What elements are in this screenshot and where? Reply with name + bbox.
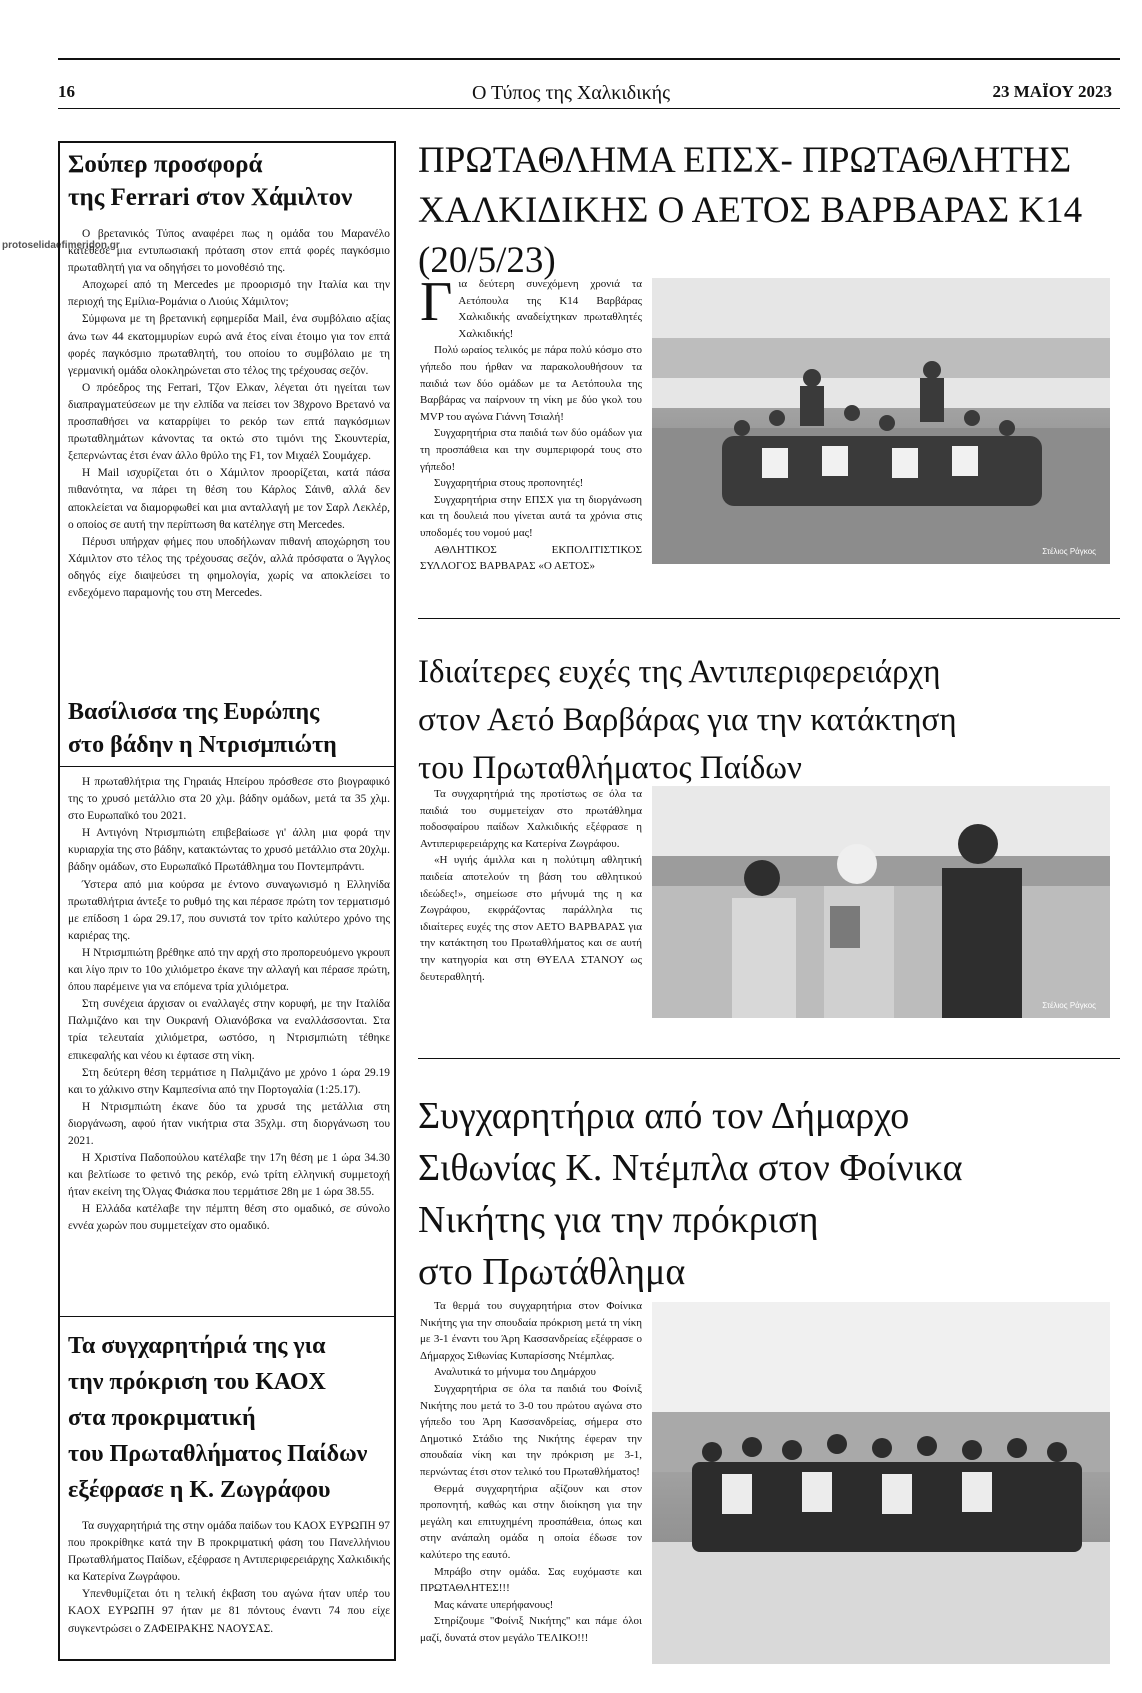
top-rule bbox=[58, 58, 1120, 60]
paragraph: Η Αντιγόνη Ντρισμπιώτη επιβεβαίωσε γι' άλλη μια φορά την κυριαρχία της στο βάδην, κατακτώντας το χρυσό μετάλλιο στα 20χλμ. βάδην ομάδων, στο Ευρωπαϊκό Πρωτάθλημα του Ποντεμπράντι. bbox=[68, 827, 390, 874]
section-rule bbox=[418, 618, 1120, 619]
paragraph: Ο βρετανικός Τύπος αναφέρει πως η ομάδα του Μαρανέλο κατέθεσε μια εντυπωσιακή πρόταση στον επτά φορές παγκόσμιο πρωταθλητή για να οδηγήσει το μονοθέσιό της. bbox=[68, 228, 390, 275]
headline-line: Βασίλισσα της Ευρώπης bbox=[68, 699, 320, 725]
headline-line: (20/5/23) bbox=[418, 240, 556, 281]
headline-line: Ιδιαίτερες ευχές της Αντιπεριφερειάρχη bbox=[418, 654, 941, 690]
issue-date: 23 ΜΑΪΟΥ 2023 bbox=[992, 82, 1112, 101]
article-body-drismpioti bbox=[68, 774, 390, 1236]
article-headline-antiperifereiarxis bbox=[418, 648, 1128, 792]
first-paragraph bbox=[420, 271, 642, 342]
team-celebration-photo bbox=[652, 278, 1110, 564]
headline-line: Τα συγχαρητήριά της για bbox=[68, 1333, 326, 1359]
headline-line: Σιθωνίας Κ. Ντέμπλα στον Φοίνικα bbox=[418, 1147, 963, 1189]
header-rule bbox=[58, 108, 1120, 109]
paragraph: Θερμά συγχαρητήρια αξίζουν και στον προπονητή, καθώς και στην διοίκηση για την μεγάλη και επιτυχημένη προσπάθεια, όπως και στην ανάπαλη ομάδα η οποία έδωσε τον καλύτερο της εαυτό. bbox=[420, 1482, 642, 1561]
paragraph: Σύμφωνα με τη βρετανική εφημερίδα Mail, ένα συμβόλαιο αξίας άνω των 44 εκατομμυρίων ευρώ ανά έτος είναι έτοιμο για τον επτά φορές παγκόσμιο πρωταθλητή, του οποίου το συμβόλαιο με τη γερμανική ομάδα ολοκληρώνεται στο τέλος της τρέχουσας σεζόν. bbox=[68, 313, 390, 377]
paragraph: Ύστερα από μια κούρσα με έντονο συναγωνισμό η Ελληνίδα πρωταθλήτρια άντεξε το ρυθμό της και πέρασε πρώτη τον τερματισμό με επίδοση 1 ώρα 29.17, που συνιστά τον τρίτο καλύτερο χρόνο της καριέρας της. bbox=[68, 878, 390, 942]
first-paragraph-text: ια δεύτερη συνεχόμενη χρονιά τα Αετόπουλα της Κ14 Βαρβάρας Χαλκιδικής αναδείχτηκαν πρωταθλητές Χαλκιδικής! bbox=[458, 278, 642, 340]
paragraph: Μπράβο στην ομάδα. Σας ευχόμαστε και ΠΡΩΤΑΘΛΗΤΕΣ!!! bbox=[420, 1565, 642, 1595]
headline-line: την πρόκριση του ΚΑΟΧ bbox=[68, 1369, 326, 1395]
headline-line: στον Αετό Βαρβάρας για την κατάκτηση bbox=[418, 702, 957, 738]
paragraph: Αποχωρεί από τη Mercedes με προορισμό την Ιταλία και την περιοχή της Εμίλια-Ρομάνια ο Λιούις Χάμιλτον; bbox=[68, 279, 390, 309]
paragraph: Στη συνέχεια άρχισαν οι εναλλαγές στην κορυφή, με την Ιταλίδα Παλμιζάνο και την Ουκρανή Ολιανόβσκα να εναλλάσσονται. Στα τρία τελευταία χιλιόμετρα, ωστόσο, η Ντρισμπιώτη τέθηκε επικεφαλής και νέου κι έφτασε στη νίκη. bbox=[68, 998, 390, 1062]
article-headline-dimarxos bbox=[418, 1090, 1128, 1298]
paragraph: Στη δεύτερη θέση τερμάτισε η Παλμιζάνο με χρόνο 1 ώρα 29.19 και το χάλκινο στην Καμπεσίνια από την Πορτογαλία (1:25.17). bbox=[68, 1066, 390, 1096]
headline-line: του Πρωταθλήματος Παίδων bbox=[418, 750, 802, 786]
paragraph: Η πρωταθλήτρια της Γηραιάς Ηπείρου πρόσθεσε στο βιογραφικό της το χρυσό μετάλλιο στα 20 χλμ. βάδην ομάδων, μετά τα 35 χλμ. στο Ευρωπαϊκό του 2021. bbox=[68, 776, 390, 823]
photo-credit: Στέλιος Ράγκος bbox=[1042, 1001, 1096, 1010]
photo-illustration bbox=[652, 278, 1110, 564]
paragraph: Στηρίζουμε "Φοίνιξ Νικήτης" και πάμε όλοι μαζί, δυνατά στον μεγάλο ΤΕΛΙΚΟ!!! bbox=[420, 1615, 642, 1644]
paragraph: Η Χριστίνα Παδοπούλου κατέλαβε την 17η θέση με 1 ώρα 34.30 και βελτίωσε το φετινό της ρεκόρ, ενώ τρίτη ελληνική συμμετοχή ήταν εκείνη της Όλγας Φιάσκα που τερμάτισε 28η με 1 ώρα 38.55. bbox=[68, 1152, 390, 1199]
headline-line: Συγχαρητήρια από τον Δήμαρχο bbox=[418, 1095, 910, 1137]
article-body-aetos bbox=[420, 271, 642, 575]
headline-line: του Πρωταθλήματος Παίδων bbox=[68, 1441, 368, 1467]
paragraph: Η Ελλάδα κατέλαβε την πέμπτη θέση στο ομαδικό, σε σύνολο εννέα χωρών που συμμετείχαν στο ομαδικό. bbox=[68, 1203, 390, 1233]
headline-line: ΠΡΩΤΑΘΛΗΜΑ ΕΠΣΧ- ΠΡΩΤΑΘΛΗΤΗΣ bbox=[418, 140, 1072, 181]
article-body-dimarxos bbox=[420, 1298, 642, 1646]
paragraph: ΑΘΛΗΤΙΚΟΣ ΕΚΠΟΛΙΤΙΣΤΙΚΟΣ ΣΥΛΛΟΓΟΣ ΒΑΡΒΑΡΑΣ «Ο ΑΕΤΟΣ» bbox=[420, 543, 642, 573]
team-photo-foinikas bbox=[652, 1302, 1110, 1664]
paragraph: Τα θερμά του συγχαρητήρια στον Φοίνικα Νικήτης για την σπουδαία πρόκριση μετά τη νίκη με 3-1 έναντι του Άρη Κασσανδρείας εξέφρασε ο Δήμαρχος Σιθωνίας Κυπαρίσσης Ντέμπλας. bbox=[420, 1300, 642, 1362]
drop-cap: Γ bbox=[420, 271, 453, 333]
article-body-kaox bbox=[68, 1518, 390, 1638]
trophy-presentation-photo bbox=[652, 786, 1110, 1018]
paragraph: Μας κάνατε υπερήφανους! bbox=[434, 1598, 554, 1611]
headline-line: στα προκριματική bbox=[68, 1405, 256, 1431]
paragraph: Η Ντρισμπιώτη βρέθηκε από την αρχή στο προπορευόμενο γκρουπ και λίγο πριν το 10ο χιλιόμετρο έκανε την αλλαγή και πέρασε πρώτη, όπου παρέμεινε για να επόμενα τρία χιλιόμετρα. bbox=[68, 946, 390, 994]
article-headline-drismpioti bbox=[68, 696, 388, 762]
paragraph: Συγχαρητήρια στα παιδιά των δύο ομάδων για τη προσπάθεια και την συμπεριφορά τους στο γήπεδο! bbox=[420, 427, 642, 473]
headline-line: εξέφρασε η Κ. Ζωγράφου bbox=[68, 1477, 331, 1503]
paragraph: Συγχαρητήρια σε όλα τα παιδιά του Φοίνιξ Νικήτης που μετά το 3-0 του πρώτου αγώνα στο γήπεδο του Άρη Κασσανδρείας, σήμερα στο Δημοτικό Στάδιο της Νικήτης έφεραν την σπουδαία νίκη και την πρόκριση με 3-1, περνώντας έτσι στον τελικό του Πρωταθλήματος! bbox=[420, 1382, 642, 1478]
watermark: protoselidaefimeridon.gr bbox=[2, 240, 120, 251]
headline-line: στο βάδην η Ντρισμπιώτη bbox=[68, 732, 337, 758]
paragraph: Η Mail ισχυρίζεται ότι ο Χάμιλτον προορίζεται, κατά πάσα πιθανότητα, να πάρει τη θέση του Κάρλος Σάινθ, αλλά δεν αποκλείεται να διαμορφωθεί και μια ανταλλαγή με τον Σαρλ Λεκλέρ, ο οποίος σε αυτή την περίπτωση θα κατέληγε στη Mercedes. bbox=[68, 467, 390, 531]
paragraph: Υπενθυμίζεται ότι η τελική έκβαση του αγώνα ήταν υπέρ του ΚΑΟΧ ΕΥΡΩΠΗ 97 ήταν με 81 πόντους έναντι 74 που είχε συγκεντρώσει ο ΖΑΦΕΙΡΑΚΗΣ ΝΑΟΥΣΑΣ. bbox=[68, 1588, 390, 1635]
headline-line: στο Πρωτάθλημα bbox=[418, 1251, 686, 1293]
article-headline-aetos bbox=[418, 136, 1128, 286]
paragraph: Τα συγχαρητήριά της προτίστως σε όλα τα παιδιά του συμμετείχαν στο πρωτάθλημα ποδοσφαίρου παίδων Χαλκιδικής εξέφρασε η Αντιπεριφερειάρχης κα Κατερίνα Ζωγράφου. bbox=[420, 788, 642, 850]
headline-line: Νικήτης για την πρόκριση bbox=[418, 1199, 819, 1241]
paragraph: Πολύ ωραίος τελικός με πάρα πολύ κόσμο στο γήπεδο που ήρθαν να παρακολουθήσουν τα παιδιά των δύο ομάδων με τα Αετόπουλα της Βαρβάρας να παίρνουν τη νίκη με δύο γκολ του MVP του αγώνα Γιάννη Τσιαλή! bbox=[420, 344, 642, 423]
paragraph: Συγχαρητήρια στην ΕΠΣΧ για τη διοργάνωση και τη δουλειά που γίνεται αυτά τα χρόνια στις υποδομές του νομού μας! bbox=[420, 493, 642, 539]
headline-line: της Ferrari στον Χάμιλτον bbox=[68, 184, 353, 211]
headline-line: Σούπερ προσφορά bbox=[68, 151, 263, 178]
photo-illustration bbox=[652, 1302, 1110, 1664]
article-headline-kaox bbox=[68, 1328, 388, 1508]
paragraph: Συγχαρητήρια στους προπονητές! bbox=[434, 477, 584, 490]
paragraph: Η Ντρισμπιώτη έκανε δύο τα χρυσά της μετάλλια στη διοργάνωση, αφού ήταν νικήτρια στα 35χλμ. στη διοργάνωση του 2021. bbox=[68, 1100, 390, 1147]
page-number: 16 bbox=[58, 82, 75, 101]
photo-credit: Στέλιος Ράγκος bbox=[1042, 547, 1096, 556]
paragraph: «Η υγιής άμιλλα και η πολύτιμη αθλητική παιδεία αποτελούν τη βάση του αθλητικού ιδεώδες!», σημείωσε στο μήνυμά της η κα Ζωγράφου, εκφράζοντας παράλληλα τις ιδιαίτερες ευχές της στον ΑΕΤΟ ΒΑΡΒΑΡΑΣ για την κατάκτηση του Πρωταθλήματος και σε αυτή την κατηγορία και στη ΘΥΕΛΑ ΣΤΑΝΟΥ ως δευτεραθλητή. bbox=[420, 854, 642, 983]
article-body-antiperifereiarxis bbox=[420, 786, 642, 985]
paragraph: Πέρυσι υπήρχαν φήμες που υποδήλωναν πιθανή αποχώρηση του Χάμιλτον στο τέλος της τρέχουσας σεζόν, αλλά πρόσφατα ο Άγγλος οδηγός είχε διαψεύσει τη φημολογία, χωρίς να αποκλείσει το ενδεχόμενο παραμονής του στη Mercedes. bbox=[68, 535, 390, 599]
paragraph: Ο πρόεδρος της Ferrari, Τζον Ελκαν, λέγεται ότι ηγείται των διαπραγματεύσεων με την ελπίδα να πείσει τον 38χρονο Βρετανό να προσπαθήσει να καταρρίψει το ρεκόρ των επτά παγκόσμιων πρωταθλημάτων κάνοντας τα οκτώ στο τιμόνι της Σκουντερία, ξεπερνώντας έτσι έναν άλλο θρύλο της F1, τον Μιχαέλ Σουμάχερ. bbox=[68, 381, 390, 463]
headline-underline bbox=[60, 766, 394, 767]
section-rule bbox=[60, 1316, 394, 1317]
paragraph: Τα συγχαρητήριά της στην ομάδα παίδων του ΚΑΟΧ ΕΥΡΩΠΗ 97 που προκρίθηκε κατά την Β προκριματική φάση του Πανελλήνιου Πρωταθλήματος Παίδων, εξέφρασε η Αντιπεριφερειάρχης Χαλκιδικής κα Κατερίνα Ζωγράφου. bbox=[68, 1520, 390, 1584]
paper-title: Ο Τύπος της Χαλκιδικής bbox=[471, 82, 671, 104]
headline-line: ΧΑΛΚΙΔΙΚΗΣ Ο ΑΕΤΟΣ ΒΑΡΒΑΡΑΣ Κ14 bbox=[418, 190, 1083, 231]
paragraph: Αναλυτικά το μήνυμα του Δημάρχου bbox=[434, 1366, 597, 1379]
article-headline-ferrari bbox=[68, 148, 388, 214]
section-rule bbox=[418, 1058, 1120, 1059]
article-body-ferrari bbox=[68, 226, 390, 602]
photo-illustration bbox=[652, 786, 1110, 1018]
